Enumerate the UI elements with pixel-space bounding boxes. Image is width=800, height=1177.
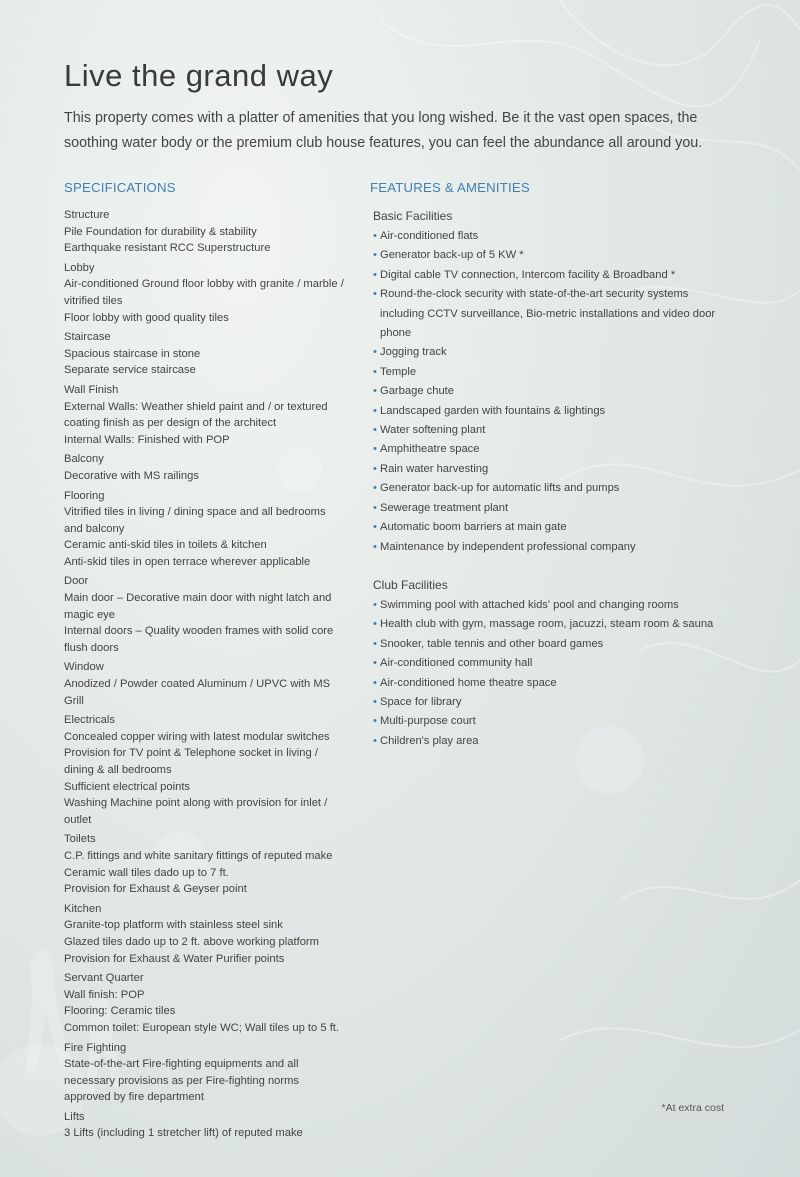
basic-facilities-list [373, 227, 733, 557]
feature-item: • Sewerage treatment plant [373, 499, 733, 518]
spec-line: Wall finish: POP [64, 988, 145, 1001]
club-facilities-title: Club Facilities [373, 577, 448, 592]
spec-group-title: Balcony [64, 453, 104, 466]
feature-item: • Temple [373, 363, 733, 382]
spec-line: Spacious staircase in stone [64, 347, 201, 360]
spec-line: 3 Lifts (including 1 stretcher lift) of reputed make [64, 1127, 303, 1140]
spec-group [64, 1040, 346, 1106]
spec-line: Pile Foundation for durability & stability [64, 225, 257, 238]
spec-group [64, 207, 346, 257]
feature-item: • Air-conditioned home theatre space [373, 674, 733, 693]
club-facilities-list [373, 596, 733, 751]
spec-line: External Walls: Weather shield paint and / or textured coating finish as per design of the architect [64, 400, 328, 430]
spec-group-title: Flooring [64, 489, 105, 502]
feature-item: • Digital cable TV connection, Intercom facility & Broadband * [373, 266, 733, 285]
feature-item: • Rain water harvesting [373, 460, 733, 479]
spec-group [64, 451, 346, 484]
features-column [373, 207, 733, 751]
feature-item: • Amphitheatre space [373, 440, 733, 459]
feature-item: • Automatic boom barriers at main gate [373, 518, 733, 537]
features-heading: FEATURES & AMENITIES [370, 180, 530, 195]
spec-group [64, 382, 346, 448]
feature-item: • Children's play area [373, 732, 733, 751]
spec-group-title: Fire Fighting [64, 1041, 127, 1054]
feature-item: • Air-conditioned flats [373, 227, 733, 246]
spec-group-title: Servant Quarter [64, 972, 144, 985]
spec-group [64, 831, 346, 897]
spec-line: Ceramic anti-skid tiles in toilets & kitchen [64, 539, 267, 552]
feature-item: • Space for library [373, 693, 733, 712]
spec-line: Sufficient electrical points [64, 780, 191, 793]
spec-group [64, 659, 346, 709]
spec-group [64, 901, 346, 967]
feature-item: • Air-conditioned community hall [373, 654, 733, 673]
footnote: *At extra cost [661, 1102, 724, 1114]
spec-group [64, 970, 346, 1036]
spec-group [64, 329, 346, 379]
feature-item: • Garbage chute [373, 382, 733, 401]
spec-line: Main door – Decorative main door with night latch and magic eye [64, 592, 332, 621]
spec-line: Anodized / Powder coated Aluminum / UPVC with MS Grill [64, 678, 331, 707]
spec-group-title: Wall Finish [64, 383, 119, 396]
spec-line: Earthquake resistant RCC Superstructure [64, 242, 271, 255]
specifications-list [64, 207, 346, 1145]
spec-line: Provision for Exhaust & Geyser point [64, 883, 247, 896]
spec-line: Anti-skid tiles in open terrace wherever applicable [64, 555, 311, 568]
feature-item: • Snooker, table tennis and other board games [373, 635, 733, 654]
club-facilities-section [373, 576, 733, 751]
spec-group [64, 712, 346, 828]
basic-facilities-section [373, 207, 733, 557]
spec-line: Decorative with MS railings [64, 469, 199, 482]
feature-item: • Health club with gym, massage room, jacuzzi, steam room & sauna [373, 615, 733, 634]
feature-item: • Generator back-up for automatic lifts and pumps [373, 479, 733, 498]
spec-line: Flooring: Ceramic tiles [64, 1005, 176, 1018]
spec-group-title: Staircase [64, 331, 111, 344]
feature-item: • Round-the-clock security with state-of-the-art security systems including CCTV surveillance, Bio-metric installations and video door phone [373, 285, 733, 343]
spec-group-title: Lifts [64, 1110, 85, 1123]
spec-line: Common toilet: European style WC; Wall tiles up to 5 ft. [64, 1021, 340, 1034]
spec-group [64, 1109, 346, 1142]
feature-item: • Landscaped garden with fountains & lightings [373, 402, 733, 421]
spec-line: Granite-top platform with stainless steel sink [64, 919, 283, 932]
feature-item: • Swimming pool with attached kids' pool and changing rooms [373, 596, 733, 615]
spec-line: Air-conditioned Ground floor lobby with granite / marble / vitrified tiles [64, 278, 344, 307]
spec-line: Glazed tiles dado up to 2 ft. above working platform [64, 935, 319, 948]
spec-group-title: Lobby [64, 261, 95, 274]
spec-line: State-of-the-art Fire-fighting equipments and all necessary provisions as per Fire-fighting norms approved by fire department [64, 1058, 300, 1104]
feature-item: • Generator back-up of 5 KW * [373, 246, 733, 265]
spec-group-title: Toilets [64, 833, 96, 846]
spec-line: Floor lobby with good quality tiles [64, 311, 229, 324]
spec-line: Provision for TV point & Telephone socket in living / dining & all bedrooms [64, 747, 318, 776]
feature-item: • Maintenance by independent professional company [373, 538, 733, 557]
spec-line: Internal Walls: Finished with POP [64, 433, 230, 446]
feature-item: • Multi-purpose court [373, 712, 733, 731]
spec-line: Separate service staircase [64, 364, 196, 377]
page-title: Live the grand way [64, 58, 334, 93]
spec-line: Vitrified tiles in living / dining space and all bedrooms and balcony [64, 506, 326, 535]
spec-line: Internal doors – Quality wooden frames with solid core flush doors [64, 625, 334, 654]
spec-group-title: Window [64, 661, 104, 674]
spec-line: C.P. fittings and white sanitary fittings of reputed make [64, 849, 333, 862]
spec-line: Washing Machine point along with provision for inlet / outlet [64, 797, 328, 826]
spec-group [64, 260, 346, 326]
spec-group-title: Structure [64, 209, 110, 221]
intro-paragraph: This property comes with a platter of amenities that you long wished. Be it the vast open spaces, the soothing water body or the premium club house features, you can feel the abundance all around you. [64, 110, 703, 151]
feature-item: • Jogging track [373, 343, 733, 362]
spec-group-title: Door [64, 575, 89, 588]
spec-group-title: Kitchen [64, 902, 102, 915]
spec-line: Concealed copper wiring with latest modular switches [64, 730, 330, 743]
spec-line: Ceramic wall tiles dado up to 7 ft. [64, 866, 229, 879]
specifications-heading: SPECIFICATIONS [64, 180, 176, 195]
spec-line: Provision for Exhaust & Water Purifier points [64, 952, 285, 965]
feature-item: • Water softening plant [373, 421, 733, 440]
spec-group-title: Electricals [64, 714, 115, 727]
spec-group [64, 573, 346, 656]
spec-group [64, 488, 346, 571]
basic-facilities-title: Basic Facilities [373, 209, 453, 223]
